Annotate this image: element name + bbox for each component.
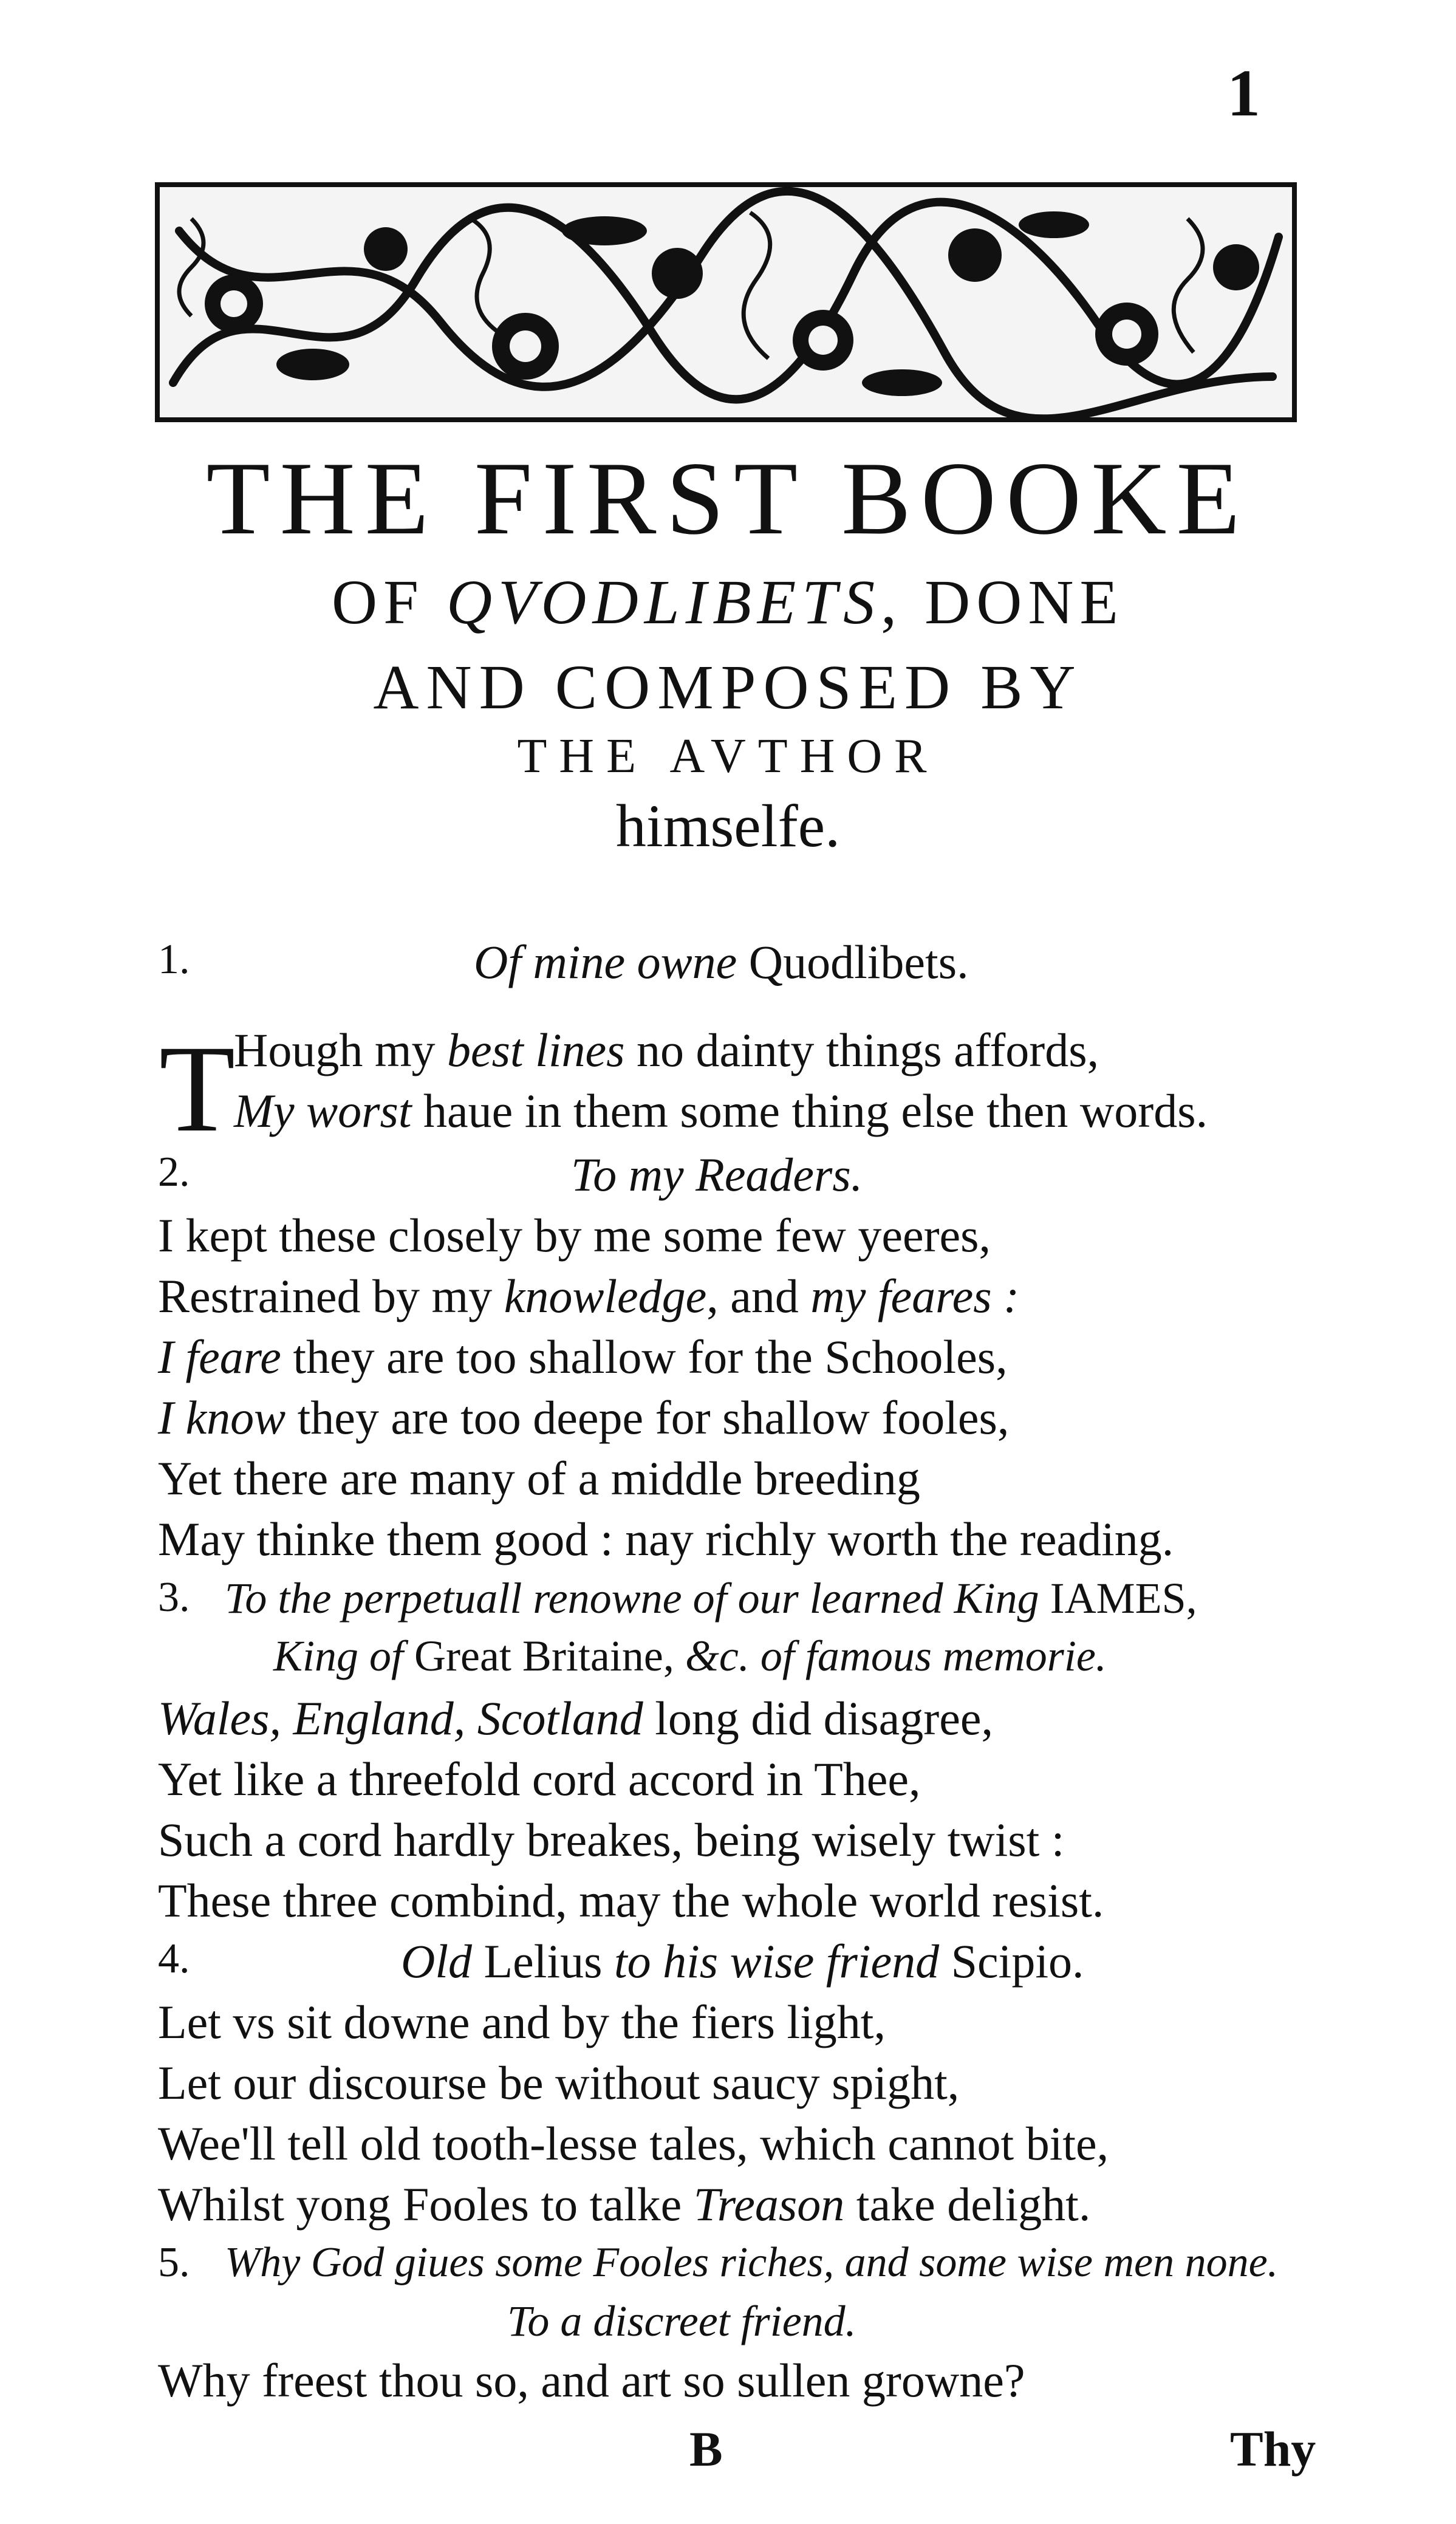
title-line-2c: , DONE — [881, 567, 1124, 637]
poem-1-heading — [474, 935, 969, 988]
poem-1-heading-roman: Quodlibets. — [737, 935, 969, 988]
poem-4-line-3: Wee'll tell old tooth-lesse tales, which cannot bite, — [158, 2117, 1109, 2170]
poem-4-line-4 — [158, 2178, 1312, 2231]
poem-2-line-2a: Restrained by my — [158, 1270, 504, 1322]
poem-4-heading-d: Scipio. — [951, 1935, 1084, 1988]
poem-2-line-2d: my feares : — [810, 1270, 1020, 1322]
poem-2-line-4b: they are too deepe for shallow fooles, — [285, 1391, 1010, 1444]
poem-3-line-1 — [158, 1692, 1312, 1745]
title-line-1: THE FIRST BOOKE — [206, 441, 1250, 556]
poem-2-line-5: Yet there are many of a middle breeding — [158, 1452, 920, 1505]
signature-mark: B — [689, 2421, 723, 2477]
poem-5-line-1: Why freest thou so, and art so sullen growne? — [158, 2354, 1025, 2407]
poem-3-heading-b: IAMES, — [1050, 1574, 1197, 1623]
catchword: Thy — [1230, 2421, 1316, 2477]
page-number: 1 — [1227, 56, 1260, 130]
poem-5-heading: Why God giues some Fooles riches, and some wise men none. — [225, 2239, 1279, 2286]
poem-4-line-4c: take delight. — [844, 2178, 1091, 2231]
poem-5-subheading: To a discreet friend. — [507, 2297, 856, 2345]
poem-4-line-4a: Whilst yong Fooles to talke — [158, 2178, 694, 2231]
poem-2-line-2 — [158, 1270, 1312, 1322]
poem-2-line-2c: , and — [706, 1270, 811, 1322]
poem-1-heading-italic: Of mine owne — [474, 935, 737, 988]
poem-1-dropcap: T — [159, 1020, 236, 1158]
poem-3-line-1b: long did disagree, — [643, 1692, 993, 1745]
poem-3-heading-a: To the perpetuall renowne of our learned King — [225, 1574, 1050, 1623]
title-line-2 — [0, 567, 1456, 637]
poem-3-line-3: Such a cord hardly breakes, being wisely twist : — [158, 1813, 1065, 1866]
title-line-5: himselfe. — [615, 792, 841, 860]
title-line-4: THE AVTHOR — [517, 730, 939, 783]
poem-1-line-2a: My worst — [234, 1084, 412, 1137]
poem-2-line-1: I kept these closely by me some few yeeres, — [158, 1209, 991, 1262]
poem-2-line-3b: they are too shallow for the Schooles, — [281, 1330, 1008, 1383]
poem-1-line-2b: haue in them some thing else then words. — [411, 1084, 1208, 1137]
poem-4-line-4b: Treason — [693, 2178, 845, 2231]
poem-4-line-2: Let our discourse be without saucy spight, — [158, 2056, 960, 2109]
poem-1-line-1a: Hough my — [234, 1024, 447, 1076]
poem-2-line-2b: knowledge — [504, 1270, 707, 1322]
poem-1-line-1b: best lines — [447, 1024, 625, 1076]
poem-2-heading: To my Readers. — [571, 1148, 863, 1201]
poem-3-heading-line-2 — [273, 1634, 1427, 1678]
poem-2-line-3 — [158, 1330, 1312, 1383]
poem-3-heading2-b: Great Britaine, — [403, 1632, 685, 1680]
poem-3-number: 3. — [158, 1574, 190, 1621]
poem-4-heading-a: Old — [401, 1935, 484, 1988]
poem-1-number: 1. — [158, 936, 190, 983]
poem-3-heading2-c: &c. of famous memorie. — [685, 1632, 1107, 1680]
poem-5-number: 5. — [158, 2239, 190, 2286]
poem-3-heading2-a: King of — [273, 1632, 404, 1680]
poem-4-heading-c: to his wise friend — [602, 1935, 951, 1988]
poem-1-line-1 — [234, 1024, 1388, 1076]
poem-1-line-1c: no dainty things affords, — [624, 1024, 1099, 1076]
poem-3-heading — [225, 1574, 1197, 1623]
poem-2-number: 2. — [158, 1149, 190, 1195]
poem-3-line-4: These three combind, may the whole world resist. — [158, 1874, 1104, 1927]
title-line-3: AND COMPOSED BY — [373, 652, 1083, 722]
floral-woodcut-headpiece-icon — [155, 182, 1297, 422]
poem-2-line-4a: I know — [158, 1391, 286, 1444]
poem-2-line-6: May thinke them good : nay richly worth the reading. — [158, 1513, 1174, 1565]
poem-2-line-3a: I feare — [158, 1330, 281, 1383]
poem-4-heading-b: Lelius — [484, 1935, 603, 1988]
poem-4-number: 4. — [158, 1935, 190, 1982]
poem-3-line-2: Yet like a threefold cord accord in Thee, — [158, 1753, 921, 1805]
title-line-2b: QVODLIBETS — [446, 567, 881, 637]
poem-4-line-1: Let vs sit downe and by the fiers light, — [158, 1996, 886, 2048]
poem-1-line-2 — [234, 1084, 1388, 1137]
title-line-2a: OF — [332, 567, 446, 637]
poem-3-line-1a: Wales, England, Scotland — [158, 1692, 643, 1745]
poem-4-heading — [401, 1935, 1084, 1988]
poem-2-line-4 — [158, 1391, 1312, 1444]
